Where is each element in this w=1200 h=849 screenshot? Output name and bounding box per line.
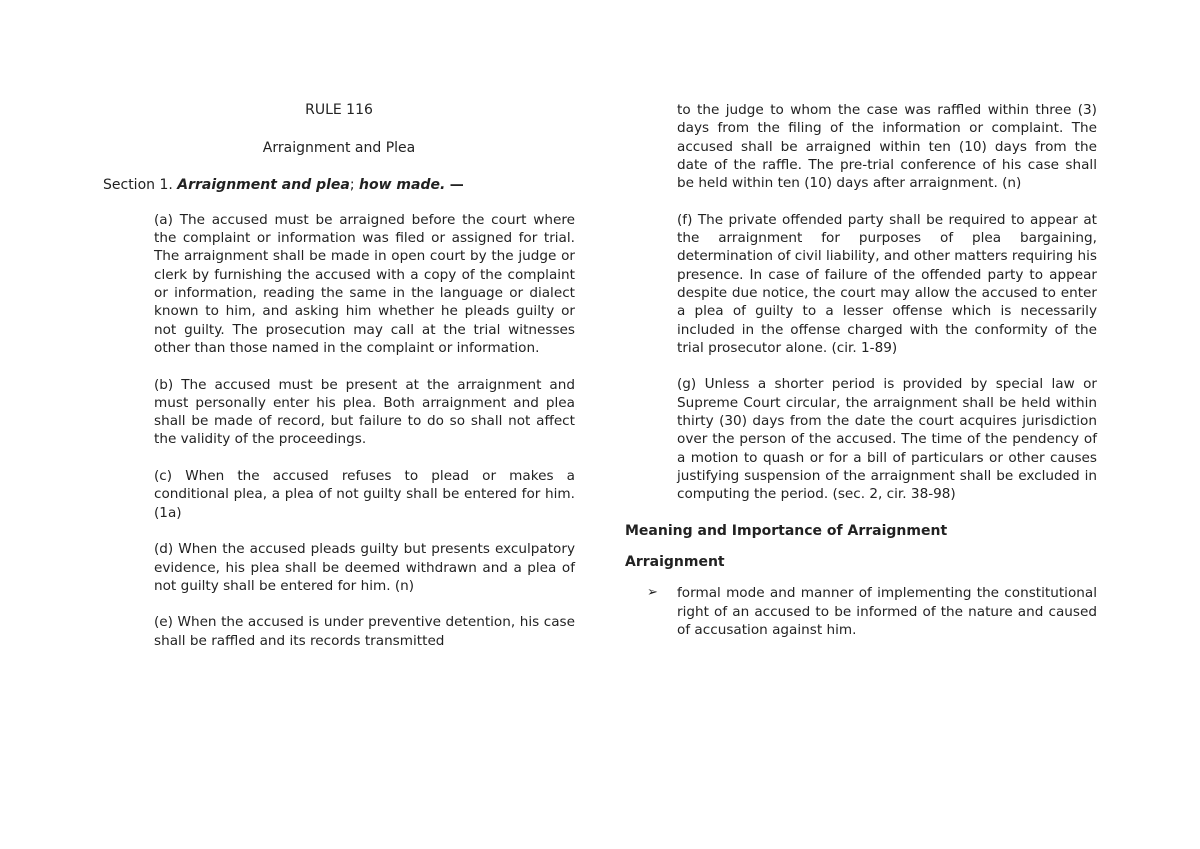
heading-arraignment: Arraignment [625, 554, 725, 571]
section-heading [103, 176, 575, 194]
paragraph-e: (e) When the accused is under preventive detention, his case shall be raffled and its records transmitted [154, 614, 575, 649]
arrowhead-bullet-icon: ➢ [647, 585, 658, 601]
section-title-part1: Arraignment and plea [177, 176, 350, 193]
paragraph-d: (d) When the accused pleads guilty but presents exculpatory evidence, his plea shall be deemed withdrawn and a plea of not guilty shall be entered for him. (n) [154, 541, 575, 594]
section-dash: — [449, 176, 464, 193]
left-column [103, 101, 575, 668]
rule-title: RULE 116 [305, 102, 373, 118]
paragraph-f: (f) The private offended party shall be required to appear at the arraignment for purposes of plea bargaining, determination of civil liability, and other matters requiring his presence. In case of failure of the offended party to appear despite due notice, the court may allow the accused to enter a plea of guilty to a lesser offense which is necessarily included in the offense charged with the conformity of the trial prosecutor alone. (cir. 1-89) [677, 211, 1097, 356]
paragraph-c: (c) When the accused refuses to plead or makes a conditional plea, a plea of not guilty shall be entered for him. (1a) [154, 468, 575, 521]
bullet-text: formal mode and manner of implementing the constitutional right of an accused to be informed of the nature and caused of accusation against him. [677, 585, 1097, 639]
section-separator: ; [349, 176, 355, 193]
paragraph-g: (g) Unless a shorter period is provided by special law or Supreme Court circular, the arraignment shall be held within thirty (30) days from the date the court acquires jurisdiction over the person of the accused. The time of the pendency of a motion to quash or for a bill of particulars or other causes justifying suspension of the arraignment shall be excluded in computing the period. (sec. 2, cir. 38-98) [677, 376, 1097, 503]
heading-meaning-importance: Meaning and Importance of Arraignment [625, 522, 948, 539]
section-number: Section 1. [103, 176, 173, 193]
rule-subtitle: Arraignment and Plea [262, 140, 416, 157]
list-item [647, 584, 1097, 639]
section-title-part2: how made. [359, 176, 446, 193]
paragraph-b: (b) The accused must be present at the arraignment and must personally enter his plea. Both arraignment and plea shall be made of record, but failure to do so shall not affect the validity of the proceedings. [154, 376, 575, 448]
paragraph-e-continued: to the judge to whom the case was raffled within three (3) days from the filing of the information or complaint. The accused shall be arraigned within ten (10) days from the date of the raffle. The pre-trial conference of his case shall be held within ten (10) days after arraignment. (n) [677, 102, 1097, 192]
paragraph-a: (a) The accused must be arraigned before the court where the complaint or information was filed or assigned for trial. The arraignment shall be made in open court by the judge or clerk by furnishing the accused with a copy of the complaint or information, reading the same in the language or dialect known to him, and asking him whether he pleads guilty or not guilty. The prosecution may call at the trial witnesses other than those named in the complaint or information. [154, 211, 575, 356]
right-column [625, 101, 1097, 639]
